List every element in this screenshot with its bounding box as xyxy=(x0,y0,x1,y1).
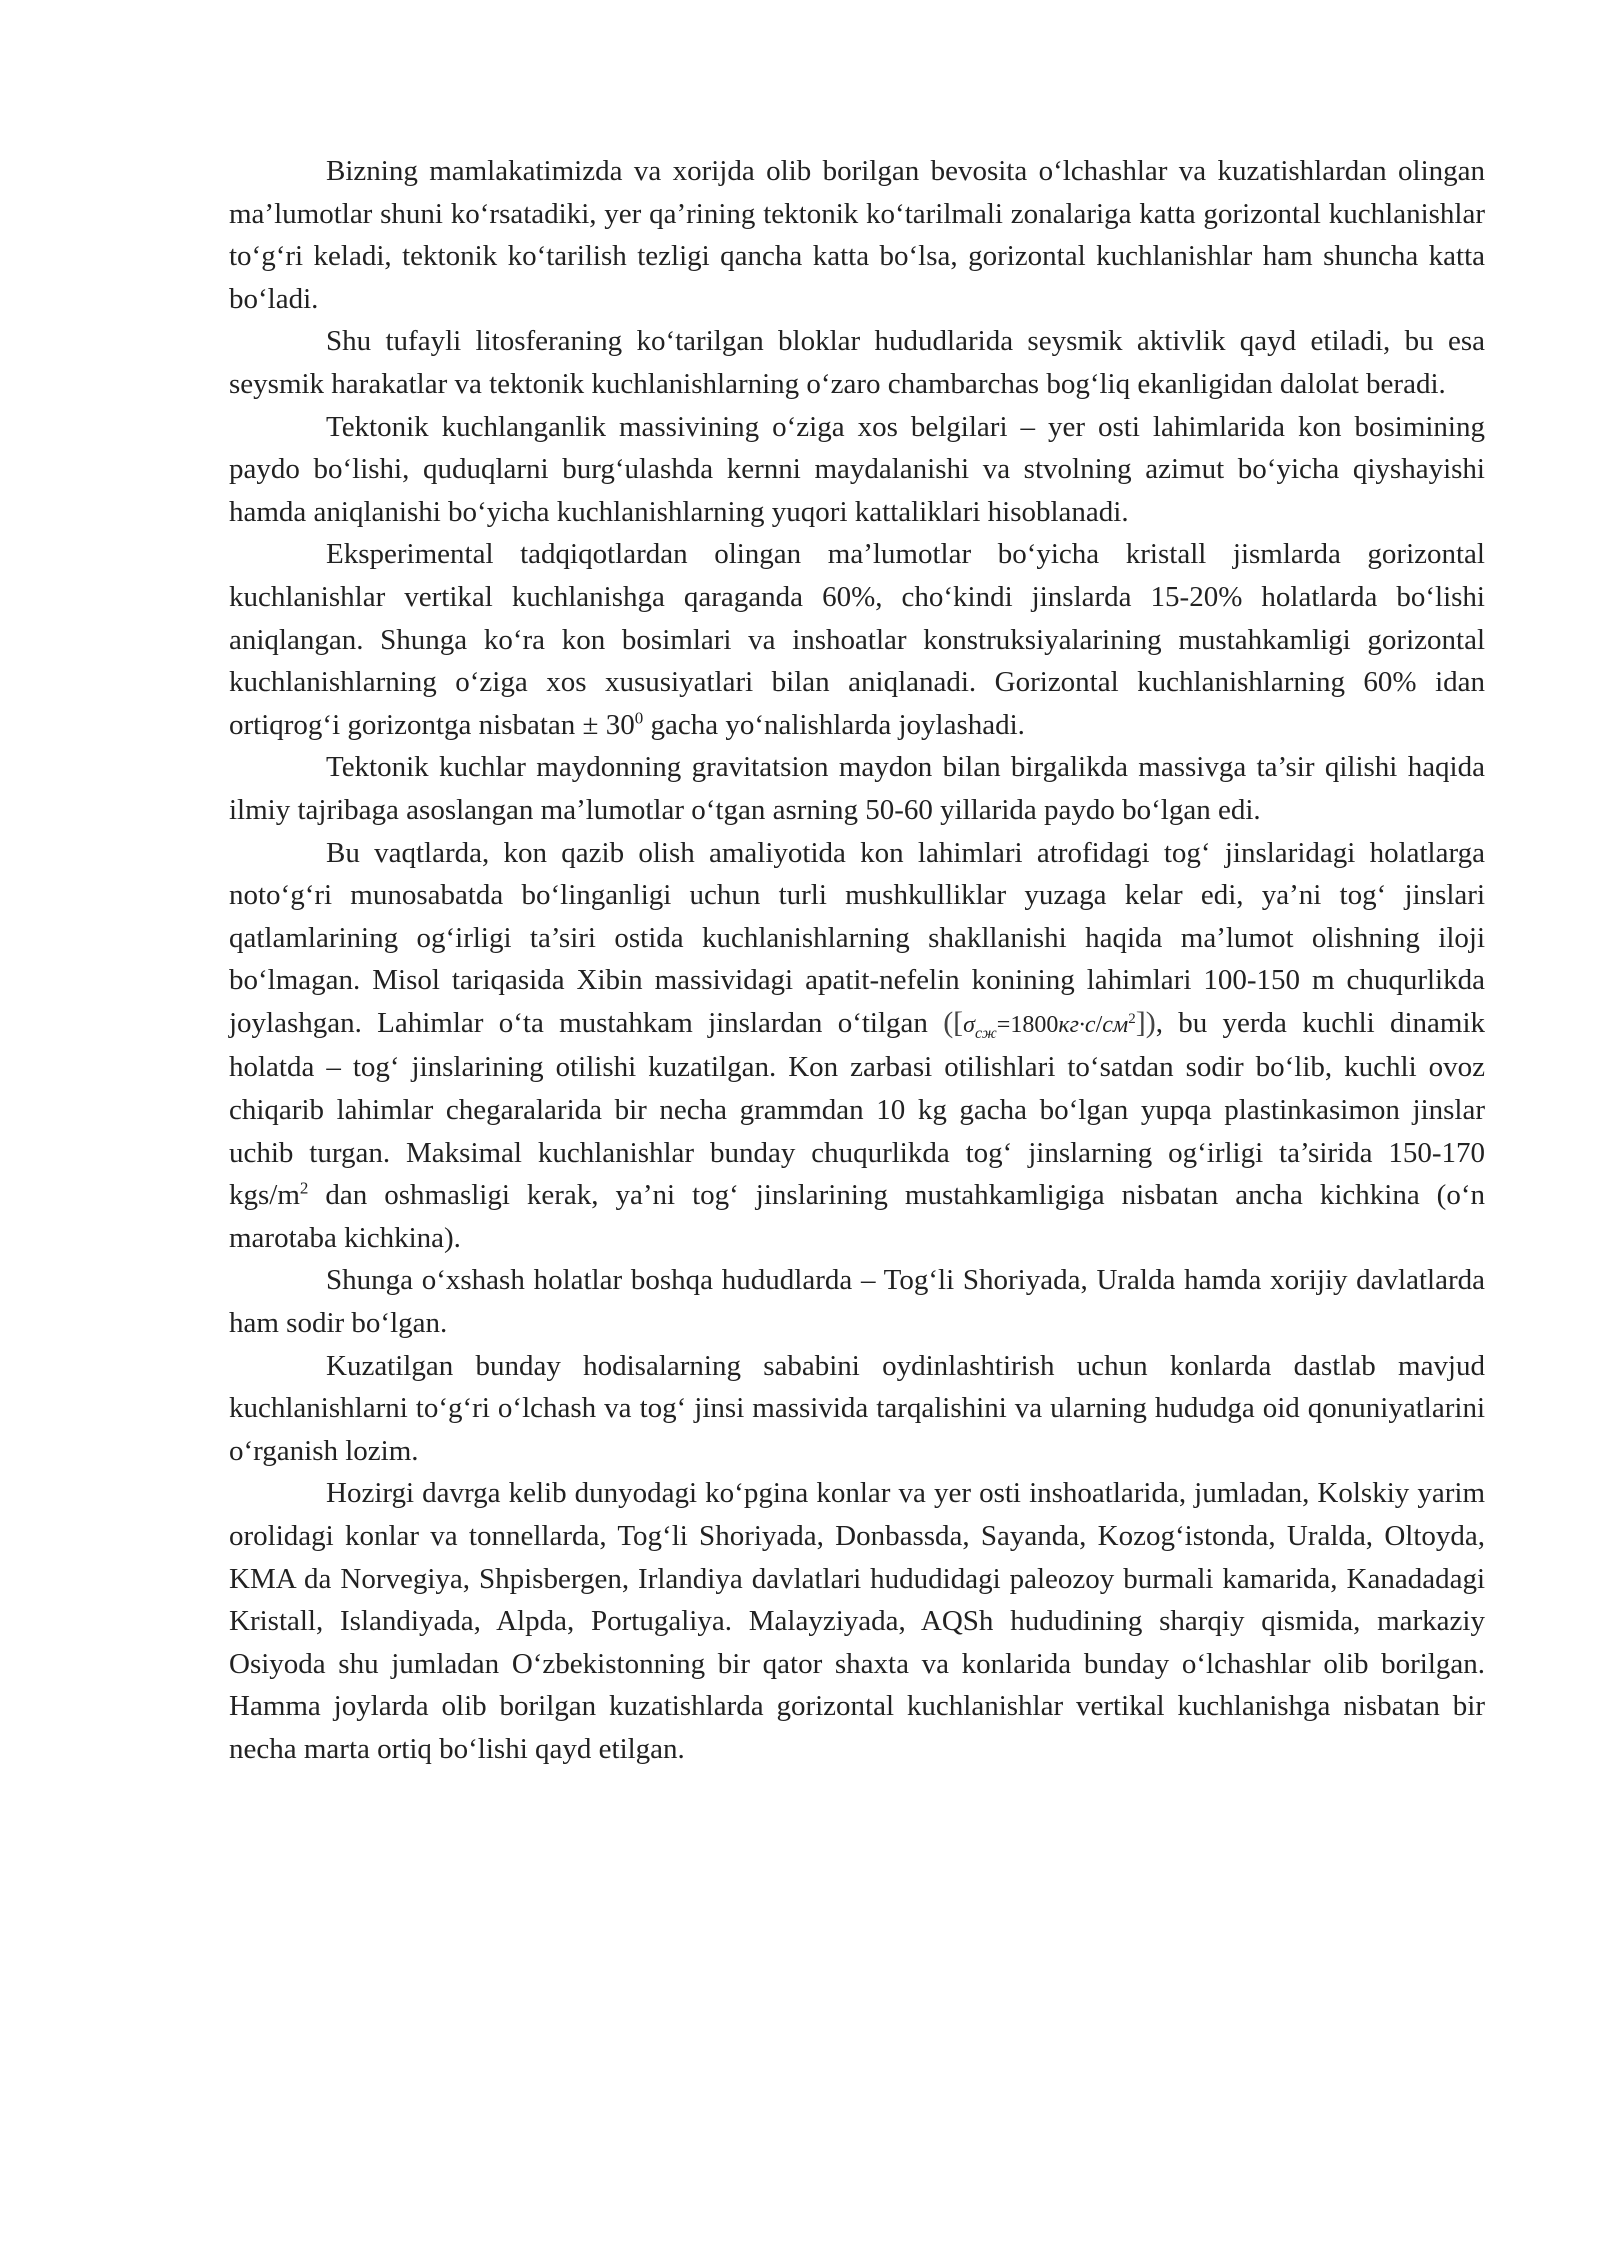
paragraph-4 xyxy=(229,533,1485,746)
formula-power: 2 xyxy=(1128,1010,1136,1027)
stress-formula xyxy=(943,1005,1156,1042)
degree-superscript: 0 xyxy=(634,708,644,728)
paragraph-2 xyxy=(229,320,1485,405)
paragraph-6-text: Bu vaqtlarda, kon qazib olish amaliyotida kon lahimlari atrofidagi tog‘ jinslaridagi holatlarga noto‘g‘ri munosabatda bo‘linganligi uchun turli mushkulliklar yuzaga kelar edi, ya’ni tog‘ jinslari qatlamlarining og‘irligi ta’siri ostida kuchlanishlarning shakllanishi haqida ma’lumot olishning iloji bo‘lmagan. Misol tariqasida Xibin massividagi apatit-nefelin konining lahimlari 100-150 m chuqurlikda joylashgan. Lahimlar o‘ta mustahkam jinslardan o‘tilgan xyxy=(229,836,1485,1039)
paragraph-8 xyxy=(229,1345,1485,1473)
formula-unit-numerator: кг·с xyxy=(1058,1011,1096,1038)
paragraph-1-text: Bizning mamlakatimizda va xorijda olib borilgan bevosita o‘lchashlar va kuzatishlardan olingan ma’lumotlar shuni ko‘rsatadiki, yer qa’rining tektonik ko‘tarilmali zonalariga katta gorizontal kuchlanishlar to‘g‘ri keladi, tektonik ko‘tarilish tezligi qancha katta bo‘lsa, gorizontal kuchlanishlar ham shuncha katta bo‘ladi. xyxy=(229,155,1485,315)
paragraph-4-text: Eksperimental tadqiqotlardan olingan ma’lumotlar bo‘yicha kristall jismlarda gorizontal kuchlanishlar vertikal kuchlanishga qaraganda 60%, cho‘kindi jinslarda 15-20% holatlarda bo‘lishi aniqlangan. Shunga ko‘ra kon bosimlari va inshoatlar konstruksiyalarining mustahkamligi gorizontal kuchlanishlarning o‘ziga xos xususiyatlari bilan aniqlanadi. Gorizontal kuchlanishlarning 60% idan ortiqrog‘i gorizontga nisbatan ± 30 xyxy=(229,538,1485,741)
paragraph-5 xyxy=(229,746,1485,831)
paragraph-3 xyxy=(229,406,1485,534)
paragraph-7-text: Shunga o‘xshash holatlar boshqa hududlarda – Tog‘li Shoriyada, Uralda hamda xorijiy davlatlarda ham sodir bo‘lgan. xyxy=(229,1264,1485,1340)
paragraph-1 xyxy=(229,150,1485,320)
paragraph-6-tail-2: dan oshmasligi kerak, ya’ni tog‘ jinslarining mustahkamligiga nisbatan ancha kichkina (o‘n marotaba kichkina). xyxy=(229,1179,1485,1254)
paragraph-6-tail: , bu yerda kuchli dinamik holatda – tog‘ jinslarining otilishi kuzatilgan. Kon zarbasi otilishlari to‘satdan sodir bo‘lib, kuchli ovoz chiqarib lahimlar chegaralarida bir necha grammdan 10 kg gacha bo‘lgan yupqa plastinkasimon jinslar uchib turgan. Maksimal kuchlanishlar bunday chuqurlikda tog‘ jinslarning og‘irligi ta’sirida 150-170 kgs/m xyxy=(229,1006,1485,1212)
area-unit-superscript: 2 xyxy=(299,1178,309,1198)
paragraph-6 xyxy=(229,832,1485,1260)
paragraph-4-tail: gacha yo‘nalishlarda joylashadi. xyxy=(643,708,1025,741)
paragraph-7 xyxy=(229,1259,1485,1344)
paragraph-2-text: Shu tufayli litosferaning ko‘tarilgan bloklar hududlarida seysmik aktivlik qayd etiladi, bu esa seysmik harakatlar va tektonik kuchlanishlarning o‘zaro chambarchas bog‘liq ekanligidan dalolat beradi. xyxy=(229,325,1485,400)
document-body xyxy=(229,150,1485,1771)
formula-unit-denominator: см xyxy=(1102,1011,1129,1038)
formula-close-bracket: ]) xyxy=(1135,1005,1156,1039)
paragraph-9-text: Hozirgi davrga kelib dunyodagi ko‘pgina konlar va yer osti inshoatlarida, jumladan, Kolskiy yarim orolidagi konlar va tonnellarda, Tog‘li Shoriyada, Donbassda, Sayanda, Kozog‘istonda, Uralda, Oltoyda, KMA da Norvegiya, Shpisbergen, Irlandiya davlatlari hududidagi paleozoy burmali kamarida, Kanadadagi Kristall, Islandiyada, Alpda, Portugaliya. Malayziyada, AQSh hududining sharqiy qismida, markaziy Osiyoda shu jumladan O‘zbekistonning bir qator shaxta va konlarida bunday o‘lchashlar olib borilgan. Hamma joylarda olib borilgan kuzatishlarda gorizontal kuchlanishlar vertikal kuchlanishga nisbatan bir necha marta ortiq bo‘lishi qayd etilgan. xyxy=(229,1477,1485,1765)
paragraph-5-text: Tektonik kuchlar maydonning gravitatsion maydon bilan birgalikda massivga ta’sir qilishi haqida ilmiy tajribaga asoslangan ma’lumotlar o‘tgan asrning 50-60 yillarida paydo bo‘lgan edi. xyxy=(229,751,1485,826)
formula-open-bracket: ([ xyxy=(943,1005,964,1039)
formula-sigma: σ xyxy=(963,1011,976,1038)
paragraph-3-text: Tektonik kuchlanganlik massivining o‘ziga xos belgilari – yer osti lahimlarida kon bosimining paydo bo‘lishi, quduqlarni burg‘ulashda kernni maydalanishi va stvolning azimut bo‘yicha qiyshayishi hamda aniqlanishi bo‘yicha kuchlanishlarning yuqori kattaliklari hisoblanadi. xyxy=(229,410,1485,528)
formula-equals-value: =1800 xyxy=(996,1011,1059,1038)
formula-subscript: сж xyxy=(975,1024,997,1042)
paragraph-8-text: Kuzatilgan bunday hodisalarning sababini oydinlashtirish uchun konlarda dastlab mavjud kuchlanishlarni to‘g‘ri o‘lchash va tog‘ jinsi massivida tarqalishini va ularning hududga oid qonuniyatlarini o‘rganish lozim. xyxy=(229,1349,1485,1467)
formula-slash: / xyxy=(1095,1011,1103,1038)
paragraph-9 xyxy=(229,1472,1485,1770)
